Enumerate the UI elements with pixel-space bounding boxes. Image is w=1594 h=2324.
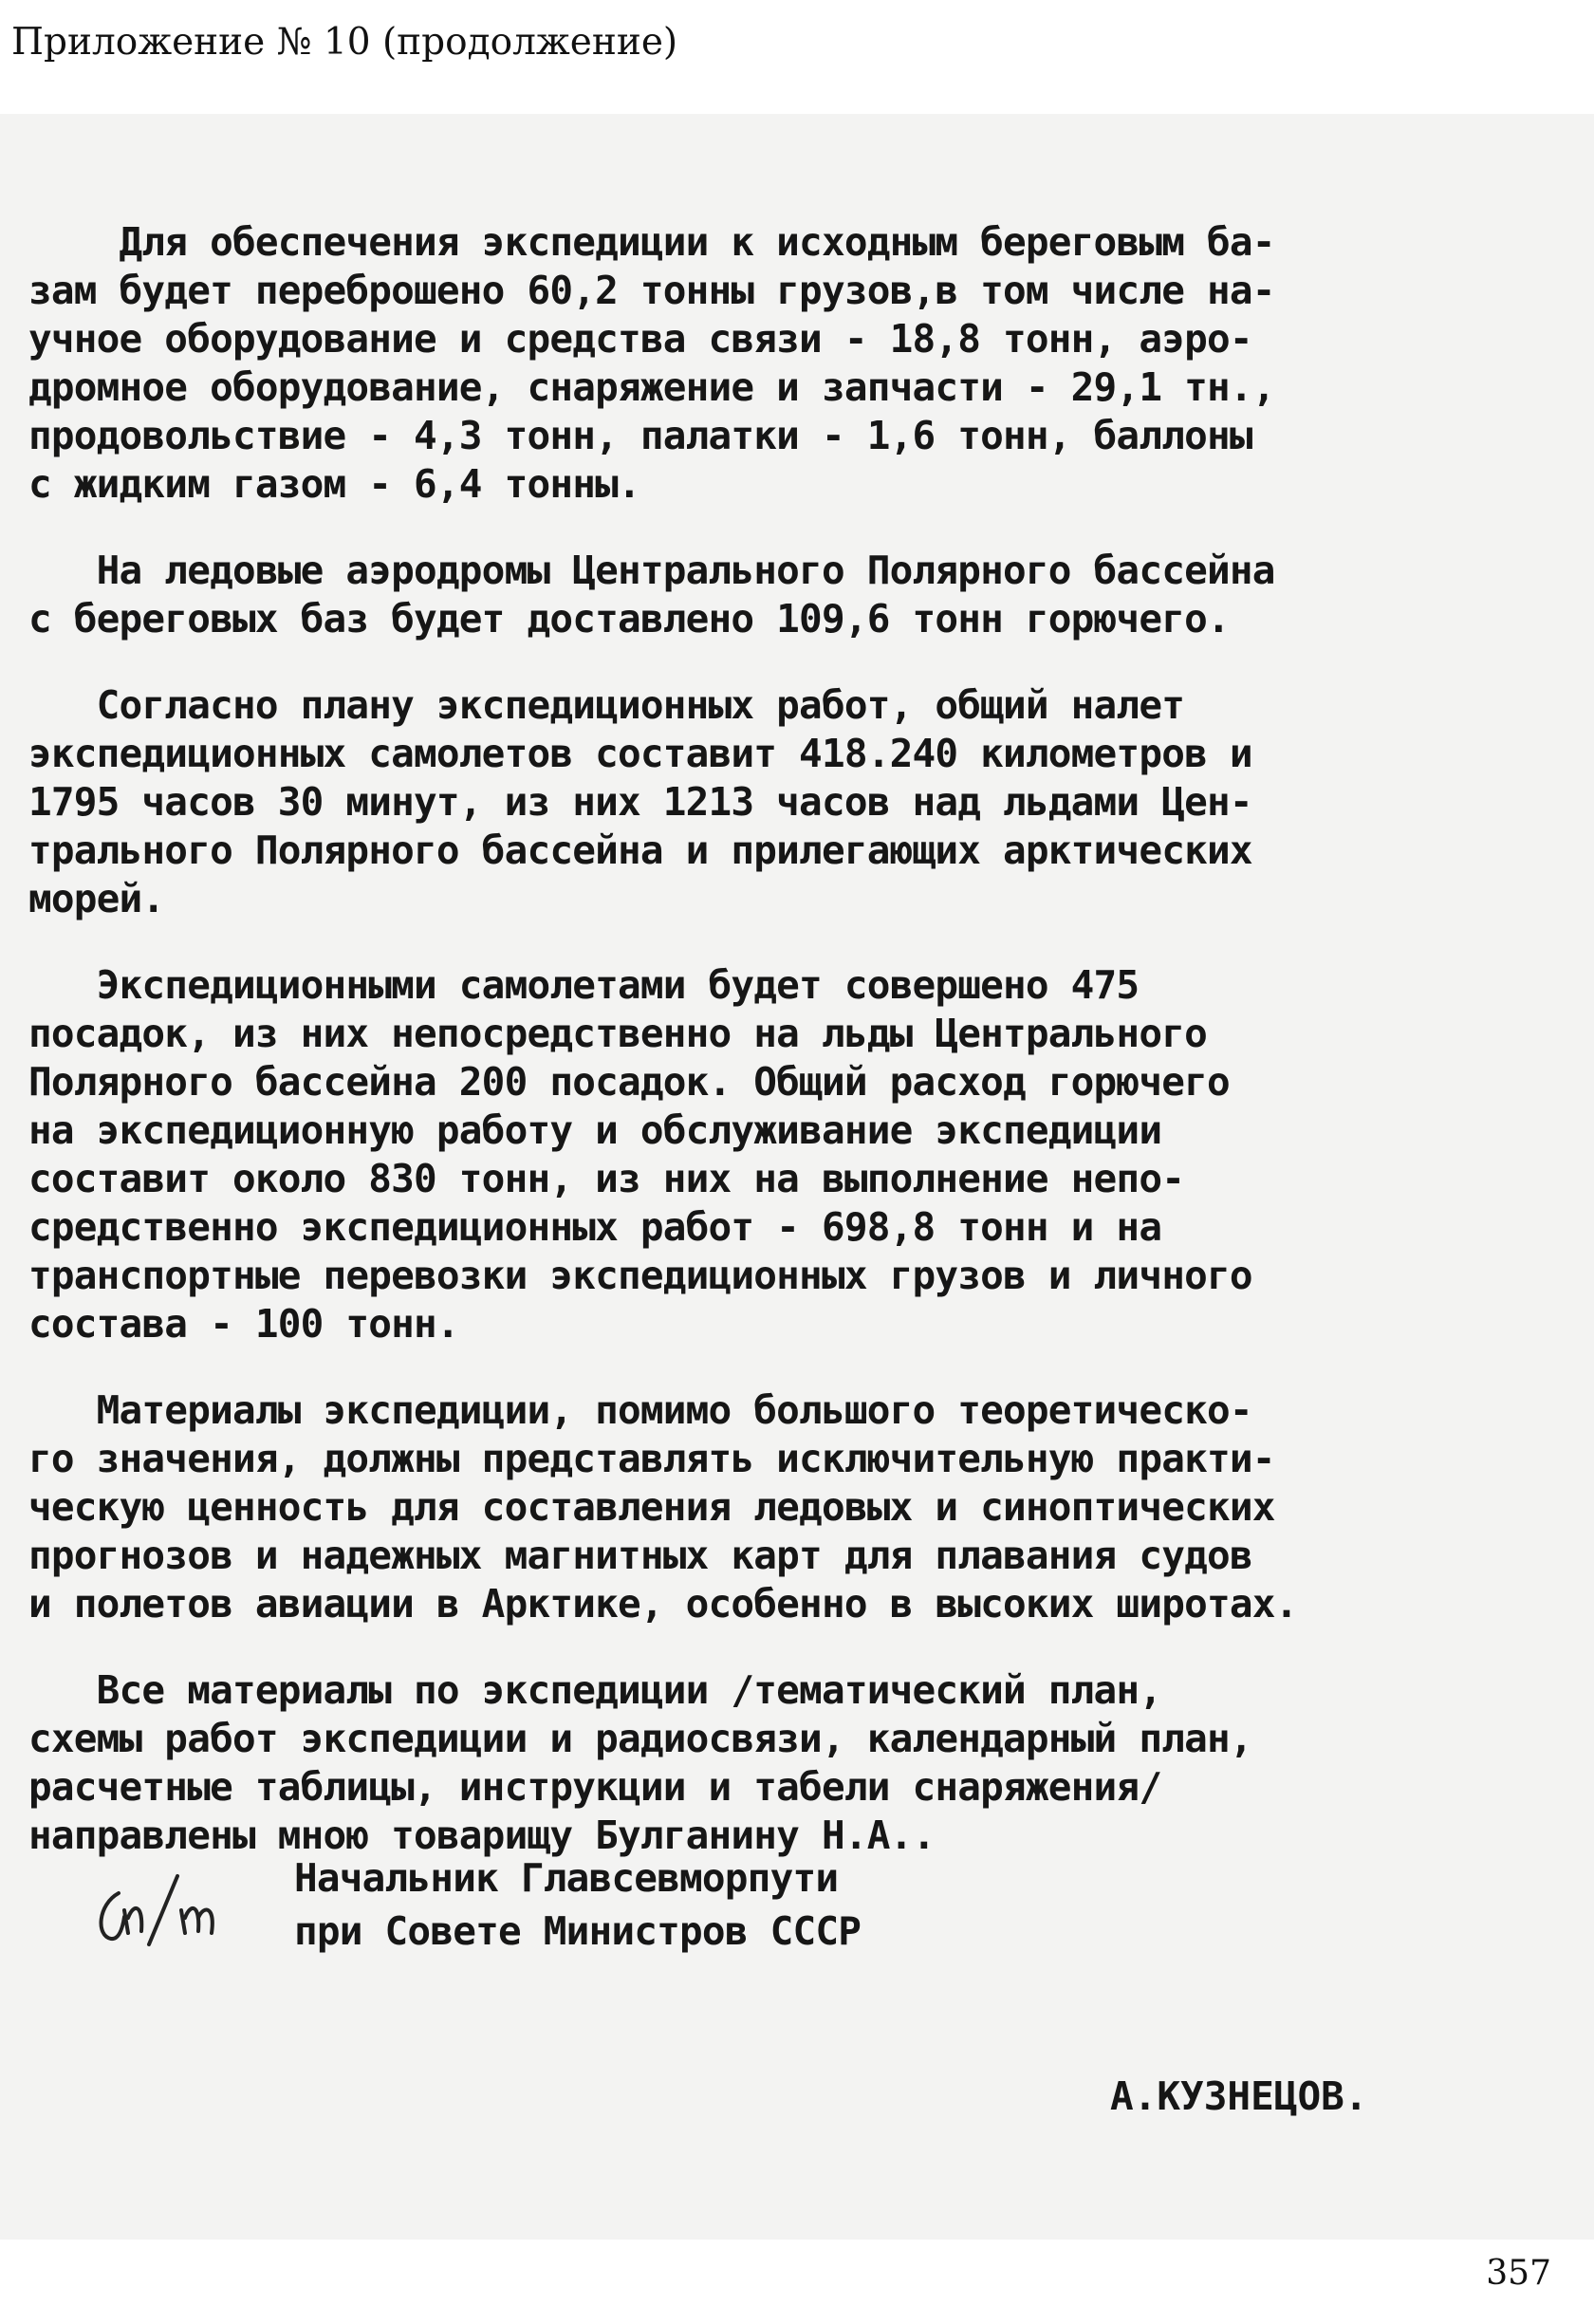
text-line: с жидким газом - 6,4 тонны.	[28, 461, 640, 507]
text-line: направлены мною товарищу Булганину Н.А..	[28, 1813, 936, 1858]
text-line: учное оборудование и средства связи - 18,8 тонн, аэро-	[28, 316, 1252, 362]
text-line: Материалы экспедиции, помимо большого теоретическо-	[28, 1387, 1252, 1433]
signature-block	[0, 1855, 1594, 2121]
text-line: го значения, должны представлять исключительную практи-	[28, 1436, 1275, 1481]
document-body	[28, 218, 1566, 1898]
text-line: Экспедиционными самолетами будет совершено 475	[28, 962, 1140, 1008]
text-line: дромное оборудование, снаряжение и запчасти - 29,1 тн.,	[28, 364, 1275, 410]
text-line: Согласно плану экспедиционных работ, общий налет	[28, 682, 1185, 728]
text-line: Полярного бассейна 200 посадок. Общий расход горючего	[28, 1059, 1230, 1105]
signer-position-line-2: при Совете Министров СССР	[294, 1908, 862, 1954]
text-line: средственно экспедиционных работ - 698,8 тонн и на	[28, 1204, 1162, 1250]
text-line: 1795 часов 30 минут, из них 1213 часов над льдами Цен-	[28, 779, 1252, 825]
text-line: На ледовые аэродромы Центрального Полярного бассейна	[28, 548, 1275, 593]
signer-position-line-1: Начальник Главсевморпути	[294, 1855, 839, 1901]
paragraph-cargo	[28, 218, 1566, 509]
text-line: состава - 100 тонн.	[28, 1301, 459, 1347]
signer-name: А.КУЗНЕЦОВ.	[1110, 2073, 1368, 2119]
text-line: Для обеспечения экспедиции к исходным береговым ба-	[28, 219, 1275, 265]
paragraph-landings	[28, 961, 1566, 1348]
text-line: зам будет переброшено 60,2 тонны грузов,в том числе на-	[28, 268, 1275, 313]
paragraph-fuel-delivery	[28, 547, 1566, 643]
handwritten-pp-mark	[90, 1865, 242, 1950]
text-line: схемы работ экспедиции и радиосвязи, календарный план,	[28, 1716, 1252, 1761]
text-line: расчетные таблицы, инструкции и табели снаряжения/	[28, 1764, 1162, 1810]
paragraph-materials-value	[28, 1386, 1566, 1628]
text-line: трального Полярного бассейна и прилегающих арктических	[28, 827, 1252, 873]
text-line: прогнозов и надежных магнитных карт для плавания судов	[28, 1533, 1252, 1578]
text-line: и полетов авиации в Арктике, особенно в высоких широтах.	[28, 1581, 1298, 1627]
page-number: 357	[1486, 2254, 1551, 2293]
text-line: Все материалы по экспедиции /тематический план,	[28, 1667, 1162, 1713]
text-line: на экспедиционную работу и обслуживание экспедиции	[28, 1107, 1162, 1153]
text-line: морей.	[28, 876, 165, 921]
paragraph-flight-plan	[28, 681, 1566, 923]
text-line: экспедиционных самолетов составит 418.240 километров и	[28, 731, 1252, 776]
text-line: с береговых баз будет доставлено 109,6 тонн горючего.	[28, 596, 1230, 641]
text-line: транспортные перевозки экспедиционных грузов и личного	[28, 1253, 1252, 1298]
appendix-header: Приложение № 10 (продолжение)	[11, 21, 678, 64]
text-line: ческую ценность для составления ледовых и синоптических	[28, 1484, 1275, 1530]
paragraph-materials-sent	[28, 1666, 1566, 1860]
text-line: посадок, из них непосредственно на льды Центрального	[28, 1011, 1207, 1056]
text-line: продовольствие - 4,3 тонн, палатки - 1,6 тонн, баллоны	[28, 413, 1252, 458]
text-line: составит около 830 тонн, из них на выполнение непо-	[28, 1156, 1185, 1201]
